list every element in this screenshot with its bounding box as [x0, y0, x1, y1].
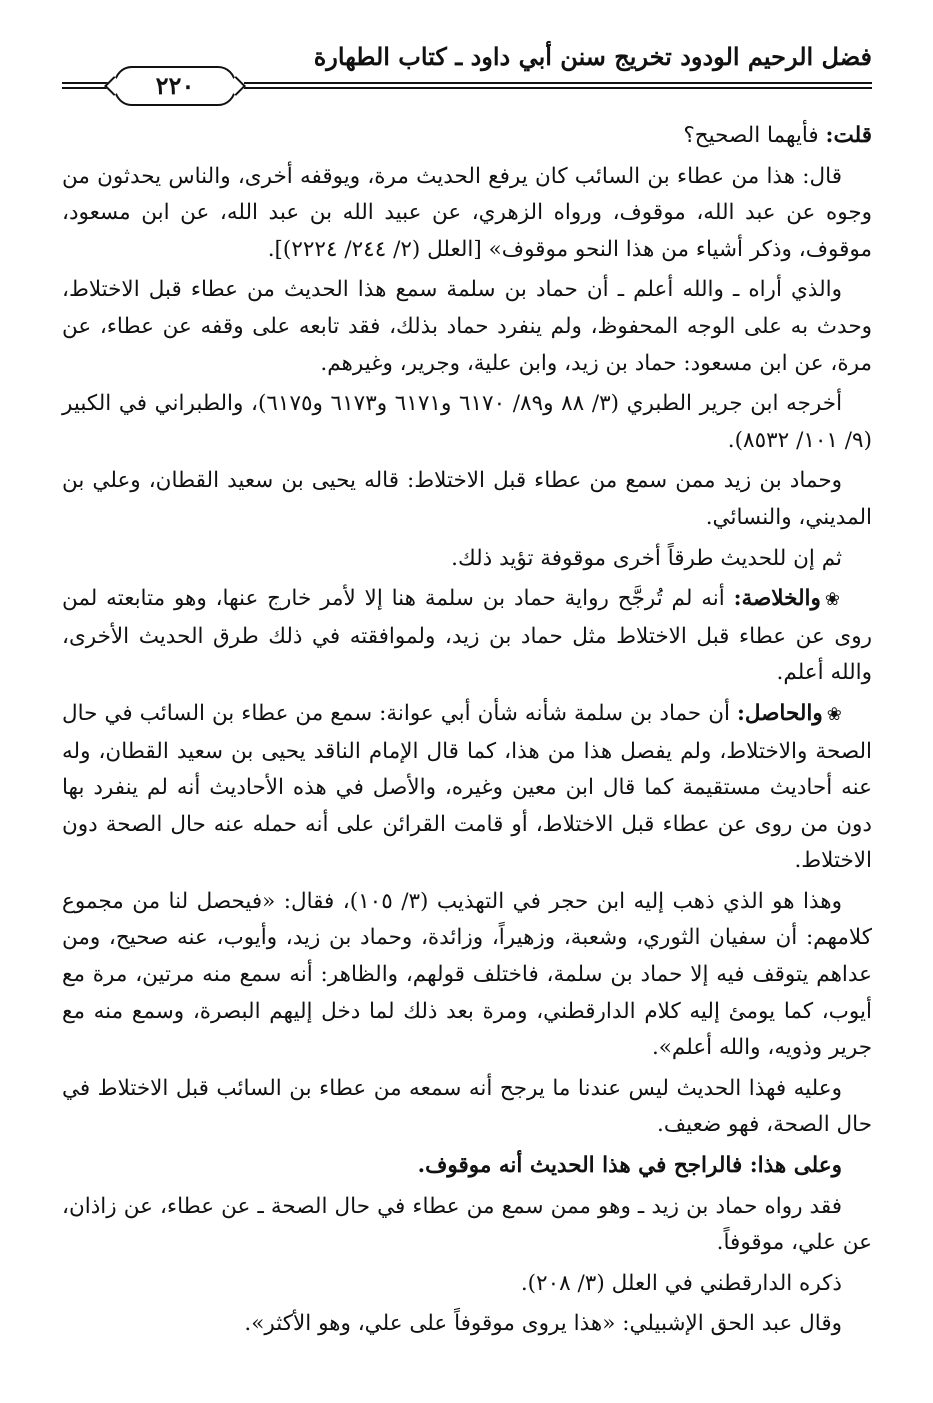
header-rule: [244, 87, 872, 89]
paragraph: [62, 1189, 872, 1262]
paragraph-text: وعليه فهذا الحديث ليس عندنا ما يرجح أنه سمعه من عطاء بن السائب قبل الاختلاط في حال الصحة، فهو ضعيف.: [62, 1075, 872, 1138]
paragraph: [62, 581, 872, 692]
main-text: [62, 118, 872, 1347]
paragraph-text: قال: هذا من عطاء بن السائب كان يرفع الحديث مرة، ويوقفه أخرى، والناس يحدثون من وجوه عن عبد الله، موقوف، ورواه الزهري، عن عبيد الله بن عبد الله، عن ابن مسعود، موقوف، وذكر أشياء من هذا النحو موقوف» [العلل (٢/ ٢٤٤/ ٢٢٢٤)].: [62, 163, 872, 262]
paragraph-text: وحماد بن زيد ممن سمع من عطاء قبل الاختلاط: قاله يحيى بن سعيد القطان، وعلي بن المديني، والنسائي.: [62, 468, 872, 530]
header-rule: [244, 82, 872, 84]
paragraph: [62, 159, 872, 269]
paragraph: [62, 272, 872, 382]
page-header: [62, 30, 872, 115]
page-number: ٢٢٠: [114, 66, 236, 106]
paragraph: [62, 884, 872, 1067]
paragraph-text: وقال عبد الحق الإشبيلي: «هذا يروى موقوفاً على علي، وهو الأكثر».: [244, 1311, 842, 1337]
paragraph-lead: والخلاصة:: [733, 586, 821, 612]
paragraph-text: وهذا هو الذي ذهب إليه ابن حجر في التهذيب (٣/ ١٠٥)، فقال: «فيحصل لنا من مجموع كلامهم: أن سفيان الثوري، وشعبة، وزهيراً، وزائدة، وحماد بن زيد، وأيوب، عنه صحيح، ومن عداهم يتوقف فيه إلا حماد بن سلمة، فاختلف قولهم، والظاهر: أنه سمع منه مرتين، مرة مع أيوب، كما يومئ إليه كلام الدارقطني، ومرة بعد ذلك لما دخل إليهم البصرة، وسمع منه مع جرير وذويه، والله أعلم».: [62, 888, 872, 1061]
paragraph: [62, 118, 872, 155]
paragraph: [62, 386, 872, 459]
paragraph-lead: وعلى هذا: فالراجح في هذا الحديث أنه موقوف.: [417, 1153, 842, 1179]
paragraph-text: أخرجه ابن جرير الطبري (٣/ ٨٨ و٨٩/ ٦١٧٠ و٦١٧١ و٦١٧٣ و٦١٧٥)، والطبراني في الكبير (٩/ ١٠١/ ٨٥٣٢).: [62, 391, 872, 453]
paragraph-text: أن حماد بن سلمة شأنه شأن أبي عوانة: سمع من عطاء بن السائب في حال الصحة والاختلاط، ولم يفصل هذا من هذا، كما قال الإمام الناقد يحيى بن سعيد القطان، وله عنه أحاديث مستقيمة كما قال ابن معين وغيره، والأصل في هذه الأحاديث أنه لم ينفرد بها دون من روى عن عطاء قبل الاختلاط، أو قامت القرائن على أنه حمله عنه حال الصحة دون الاختلاط.: [62, 700, 872, 874]
paragraph: [62, 1148, 872, 1185]
paragraph: [62, 1266, 872, 1303]
book-page: [62, 30, 872, 1390]
paragraph-text: فأيهما الصحيح؟: [683, 123, 826, 148]
paragraph-text: والذي أراه ـ والله أعلم ـ أن حماد بن سلمة سمع هذا الحديث من عطاء قبل الاختلاط، وحدث به على الوجه المحفوظ، ولم ينفرد حماد بذلك، فقد تابعه على وقفه عن عطاء، عن مرة، عن ابن مسعود: حماد بن زيد، وابن علية، وجرير، وغيرهم.: [62, 277, 872, 376]
paragraph-text: فقد رواه حماد بن زيد ـ وهو ممن سمع من عطاء في حال الصحة ـ عن عطاء، عن زاذان، عن علي، موقوفاً.: [62, 1193, 872, 1256]
running-title: فضل الرحيم الودود تخريج سنن أبي داود ـ كتاب الطهارة: [313, 42, 872, 71]
paragraph: [62, 541, 872, 578]
paragraph-text: أنه لم تُرجَّح رواية حماد بن سلمة هنا إلا لأمر خارج عنها، وهو متابعته لمن روى عن عطاء قبل الاختلاط مثل حماد بن زيد، ولموافقته في ذلك طرق الحديث الأخرى، والله أعلم.: [62, 586, 872, 686]
flower-ornament-icon: ❀: [826, 703, 842, 725]
paragraph: [62, 1071, 872, 1144]
flower-ornament-icon: ❀: [824, 589, 843, 611]
paragraph-text: ثم إن للحديث طرقاً أخرى موقوفة تؤيد ذلك.: [451, 545, 842, 571]
paragraph-lead: والحاصل:: [736, 700, 823, 726]
paragraph: [62, 463, 872, 536]
paragraph: [62, 696, 872, 880]
paragraph: [62, 1306, 872, 1343]
paragraph-lead: قلت:: [825, 123, 872, 148]
paragraph-text: ذكره الدارقطني في العلل (٣/ ٢٠٨).: [520, 1270, 842, 1296]
